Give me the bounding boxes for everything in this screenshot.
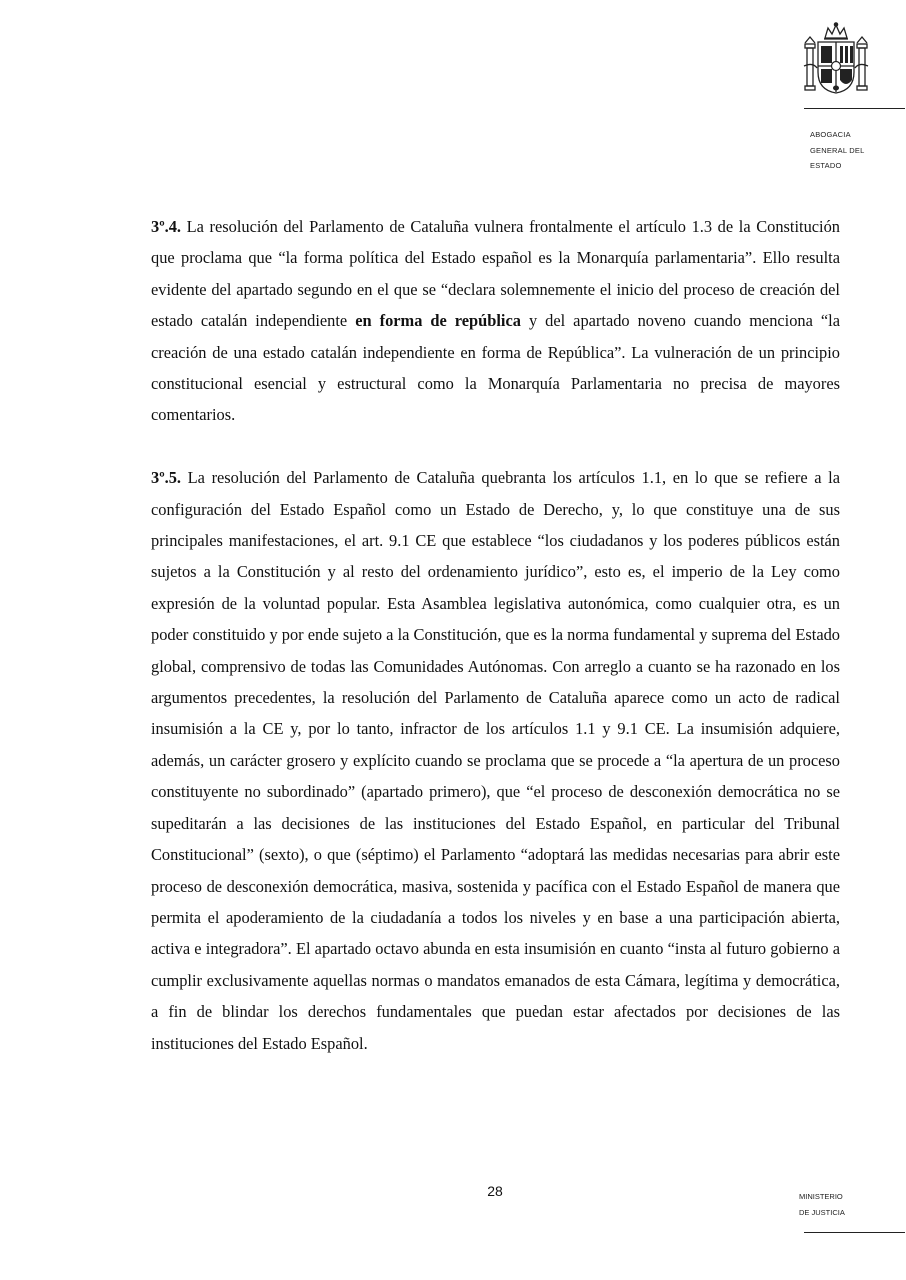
office-label — [810, 127, 864, 174]
paragraph-3-4 — [151, 211, 840, 431]
ministry-line-1: MINISTERIO — [799, 1192, 843, 1201]
paragraph-3-5-text: La resolución del Parlamento de Cataluña quebranta los artículos 1.1, en lo que se refiere a la configuración del Estado Español como un Estado de Derecho, y, lo que constituye una de sus principales manifestaciones, el art. 9.1 CE que establece “los ciudadanos y los poderes públicos están sujetos a la Constitución y al resto del ordenamiento jurídico”, esto es, el imperio de la Ley como expresión de la voluntad popular. Esta Asamblea legislativa autonómica, como cualquier otra, es un poder constituido y por ende sujeto a la Constitución, que es la norma fundamental y suprema del Estado global, comprensivo de todas las Comunidades Autónomas. Con arreglo a cuanto se ha razonado en los argumentos precedentes, la resolución del Parlamento de Cataluña aparece como un acto de radical insumisión a la CE y, por lo tanto, infractor de los artículos 1.1 y 9.1 CE. La insumisión adquiere, además, un carácter grosero y explícito cuando se proclama que se procede a “la apertura de un proceso constituyente no subordinado” (apartado primero), que “el proceso de desconexión democrática no se supeditarán a las decisiones de las instituciones del Estado Español, en particular del Tribunal Constitucional” (sexto), o que (séptimo) el Parlamento “adoptará las medidas necesarias para abrir este proceso de desconexión democrática, masiva, sostenida y pacífica con el Estado Español de manera que permita el apoderamiento de la ciudadanía a todos los niveles y en base a una participación abierta, activa e integradora”. El apartado octavo abunda en esta insumisión en cuanto “insta al futuro gobierno a cumplir exclusivamente aquellas normas o mandatos emanados de esta Cámara, legítima y democrática, a fin de blindar los derechos fundamentales que puedan estar afectados por decisiones de las instituciones del Estado Español. — [151, 468, 840, 1053]
header-rule — [804, 108, 905, 109]
footer-rule — [804, 1232, 905, 1233]
section-label-3-4: 3º.4. — [151, 217, 181, 236]
paragraph-3-4-text-b: y del apartado noveno cuando menciona “la creación de una estado catalán independiente en forma de República”. La vulneración de un principio constitucional esencial y estructural como la Monarquía Parlamentaria no precisa de mayores comentarios. — [151, 311, 841, 425]
page-number: 28 — [487, 1183, 503, 1199]
paragraph-3-5 — [151, 462, 840, 1059]
office-line-3: ESTADO — [810, 161, 842, 170]
document-body — [151, 211, 840, 1059]
ministry-line-2: DE JUSTICIA — [799, 1207, 845, 1217]
office-line-2: GENERAL DEL — [810, 145, 865, 155]
paragraph-3-4-text-a: La resolución del Parlamento de Cataluña vulnera frontalmente el artículo 1.3 de la Constitución que proclama que “la forma política del Estado español es la Monarquía parlamentaria”. Ello resulta evidente del apartado segundo en el que se “declara solemnemente el inicio del proceso de creación del estado catalán independiente — [151, 217, 840, 331]
section-label-3-5: 3º.5. — [151, 468, 181, 488]
office-line-1: ABOGACIA — [810, 130, 851, 139]
coat-of-arms-icon — [803, 22, 869, 96]
ministry-label — [799, 1189, 845, 1220]
paragraph-3-4-emphasis: en forma de república — [355, 311, 521, 331]
